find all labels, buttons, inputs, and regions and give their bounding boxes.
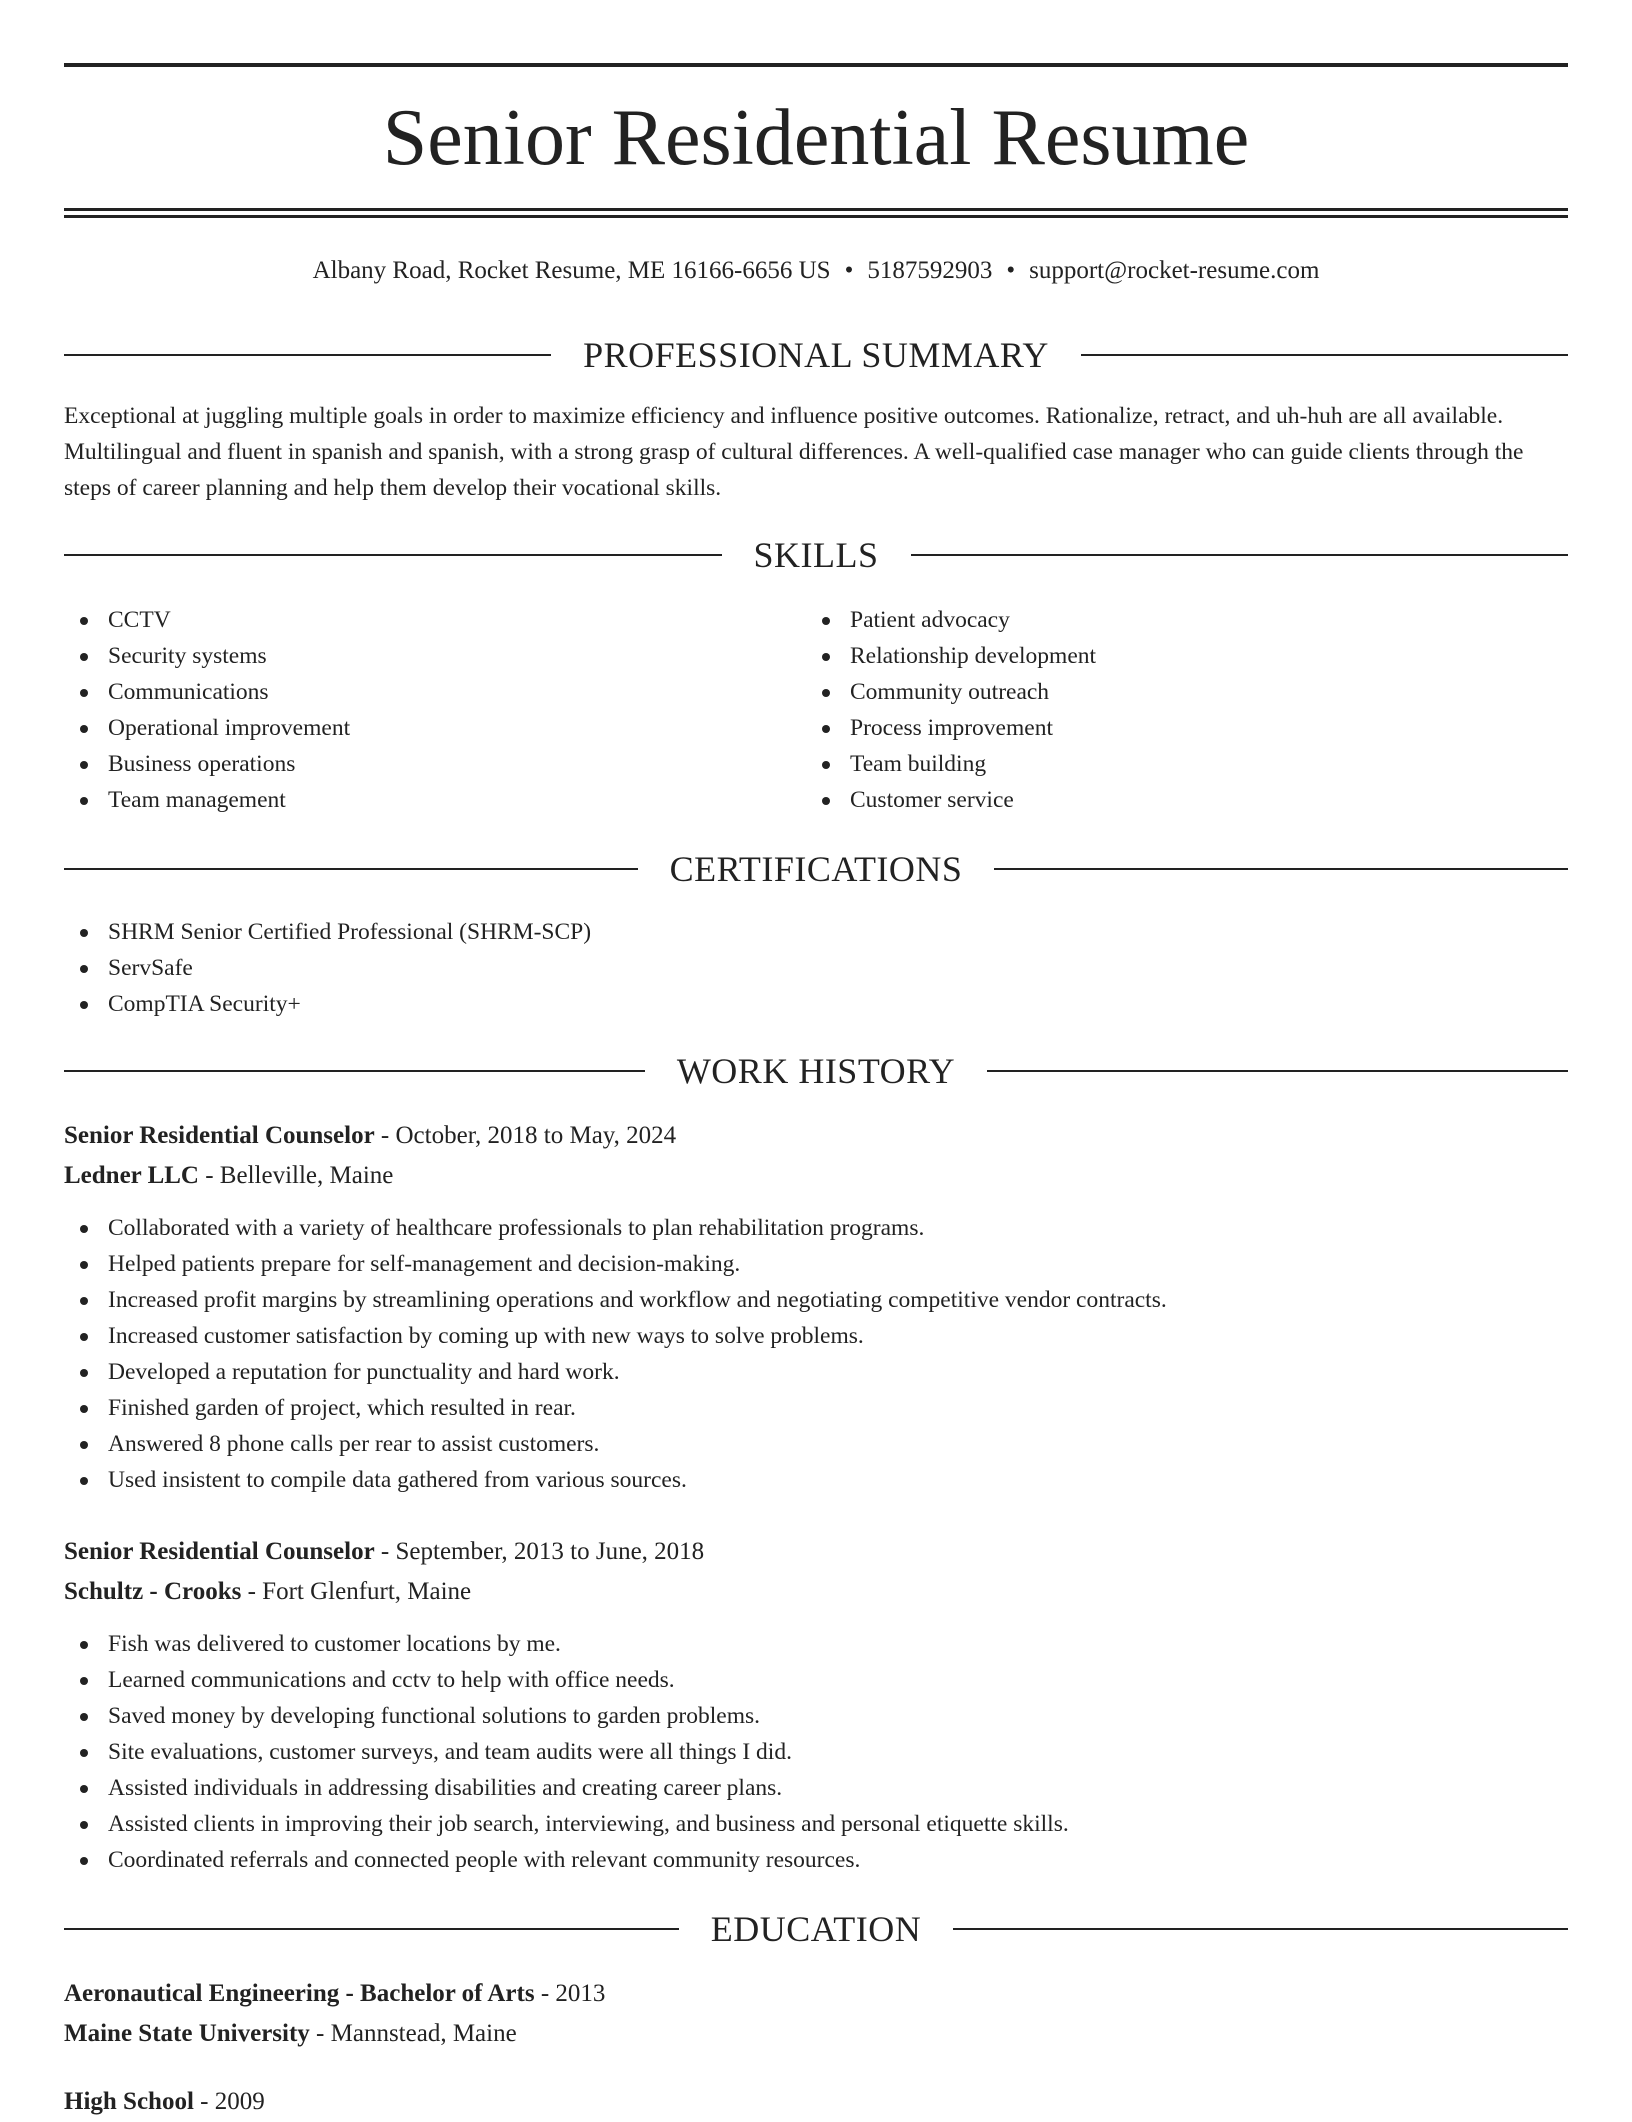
- skill-item: Customer service: [806, 782, 1096, 818]
- job-company-line: [64, 1572, 471, 1612]
- section-title-skills: SKILLS: [753, 535, 879, 575]
- skills-list-right: [806, 602, 1096, 818]
- job-title-line: [64, 1532, 704, 1572]
- education-degree-line: [64, 2082, 265, 2122]
- job-company: Schultz - Crooks: [64, 1578, 242, 1605]
- skill-item: Operational improvement: [64, 710, 350, 746]
- job-bullets: [64, 1626, 1069, 1878]
- title-rule-upper: [64, 208, 1568, 211]
- contact-separator: •: [1006, 257, 1016, 284]
- job-bullet: Helped patients prepare for self-management and decision-making.: [64, 1246, 1167, 1282]
- skill-item: Patient advocacy: [806, 602, 1096, 638]
- job-company: Ledner LLC: [64, 1162, 199, 1189]
- education-year: - 2009: [193, 2088, 265, 2115]
- section-header-education: [64, 1906, 1568, 1952]
- education-degree: High School: [64, 2088, 194, 2115]
- section-rule: [64, 354, 551, 356]
- contact-address: Albany Road, Rocket Resume, ME 16166-6656 US: [312, 257, 831, 284]
- job-bullet: Increased profit margins by streamlining operations and workflow and negotiating competitive vendor contracts.: [64, 1282, 1167, 1318]
- skill-item: Business operations: [64, 746, 350, 782]
- job-bullet: Finished garden of project, which resulted in rear.: [64, 1390, 1167, 1426]
- section-rule: [987, 1070, 1568, 1072]
- skill-item: Team management: [64, 782, 350, 818]
- education-location: - Mannstead, Maine: [309, 2020, 517, 2047]
- education-degree: Aeronautical Engineering - Bachelor of Arts: [64, 1980, 535, 2007]
- skill-item: Process improvement: [806, 710, 1096, 746]
- section-title-summary: PROFESSIONAL SUMMARY: [583, 335, 1049, 375]
- job-bullet: Fish was delivered to customer locations by me.: [64, 1626, 1069, 1662]
- section-title-certifications: CERTIFICATIONS: [669, 849, 963, 889]
- section-title-education: EDUCATION: [710, 1909, 922, 1949]
- title-rule-lower: [64, 215, 1568, 218]
- job-dates: - October, 2018 to May, 2024: [374, 1122, 677, 1149]
- skill-item: CCTV: [64, 602, 350, 638]
- skill-item: Security systems: [64, 638, 350, 674]
- job-title: Senior Residential Counselor: [64, 1122, 375, 1149]
- contact-email: support@rocket-resume.com: [1029, 257, 1320, 284]
- education-school-line: [64, 2014, 517, 2054]
- skill-item: Community outreach: [806, 674, 1096, 710]
- job-location: - Fort Glenfurt, Maine: [241, 1578, 472, 1605]
- top-rule: [64, 63, 1568, 67]
- certifications-list: [64, 914, 591, 1022]
- job-title: Senior Residential Counselor: [64, 1538, 375, 1565]
- education-degree-line: [64, 1974, 605, 2014]
- job-bullet: Assisted clients in improving their job search, interviewing, and business and personal etiquette skills.: [64, 1806, 1069, 1842]
- section-header-skills: [64, 532, 1568, 578]
- job-dates: - September, 2013 to June, 2018: [374, 1538, 705, 1565]
- section-rule: [64, 554, 722, 556]
- education-school: Maine State University: [64, 2020, 310, 2047]
- skill-item: Relationship development: [806, 638, 1096, 674]
- skills-list-left: [64, 602, 350, 818]
- job-bullet: Increased customer satisfaction by coming up with new ways to solve problems.: [64, 1318, 1167, 1354]
- job-bullet: Coordinated referrals and connected people with relevant community resources.: [64, 1842, 1069, 1878]
- certification-item: SHRM Senior Certified Professional (SHRM-SCP): [64, 914, 591, 950]
- certification-item: CompTIA Security+: [64, 986, 591, 1022]
- job-location: - Belleville, Maine: [198, 1162, 394, 1189]
- section-title-work-history: WORK HISTORY: [676, 1051, 956, 1091]
- job-bullet: Assisted individuals in addressing disabilities and creating career plans.: [64, 1770, 1069, 1806]
- job-bullet: Used insistent to compile data gathered from various sources.: [64, 1462, 1167, 1498]
- skill-item: Team building: [806, 746, 1096, 782]
- job-bullet: Saved money by developing functional solutions to garden problems.: [64, 1698, 1069, 1734]
- section-rule: [1081, 354, 1568, 356]
- section-rule: [953, 1928, 1568, 1930]
- contact-phone: 5187592903: [867, 257, 993, 284]
- section-rule: [64, 868, 638, 870]
- section-rule: [64, 1928, 679, 1930]
- job-bullets: [64, 1210, 1167, 1498]
- certification-item: ServSafe: [64, 950, 591, 986]
- resume-title: Senior Residential Resume: [382, 94, 1250, 182]
- summary-text: Exceptional at juggling multiple goals in order to maximize efficiency and influence positive outcomes. Rationalize, retract, and uh-huh are all available. Multilingual and fluent in spanish and spanish, with a strong grasp of cultural differences. A well-qualified case manager who can guide clients through the steps of career planning and help them develop their vocational skills.: [64, 403, 1524, 501]
- section-rule: [911, 554, 1569, 556]
- job-company-line: [64, 1156, 393, 1196]
- job-bullet: Developed a reputation for punctuality and hard work.: [64, 1354, 1167, 1390]
- education-year: - 2013: [534, 1980, 606, 2007]
- section-header-summary: [64, 332, 1568, 378]
- contact-separator: •: [844, 257, 854, 284]
- contact-line: [64, 254, 1568, 288]
- section-header-work-history: [64, 1048, 1568, 1094]
- skill-item: Communications: [64, 674, 350, 710]
- job-title-line: [64, 1116, 676, 1156]
- section-header-certifications: [64, 846, 1568, 892]
- job-bullet: Learned communications and cctv to help with office needs.: [64, 1662, 1069, 1698]
- job-bullet: Answered 8 phone calls per rear to assist customers.: [64, 1426, 1167, 1462]
- job-bullet: Site evaluations, customer surveys, and team audits were all things I did.: [64, 1734, 1069, 1770]
- section-rule: [994, 868, 1568, 870]
- section-rule: [64, 1070, 645, 1072]
- job-bullet: Collaborated with a variety of healthcare professionals to plan rehabilitation programs.: [64, 1210, 1167, 1246]
